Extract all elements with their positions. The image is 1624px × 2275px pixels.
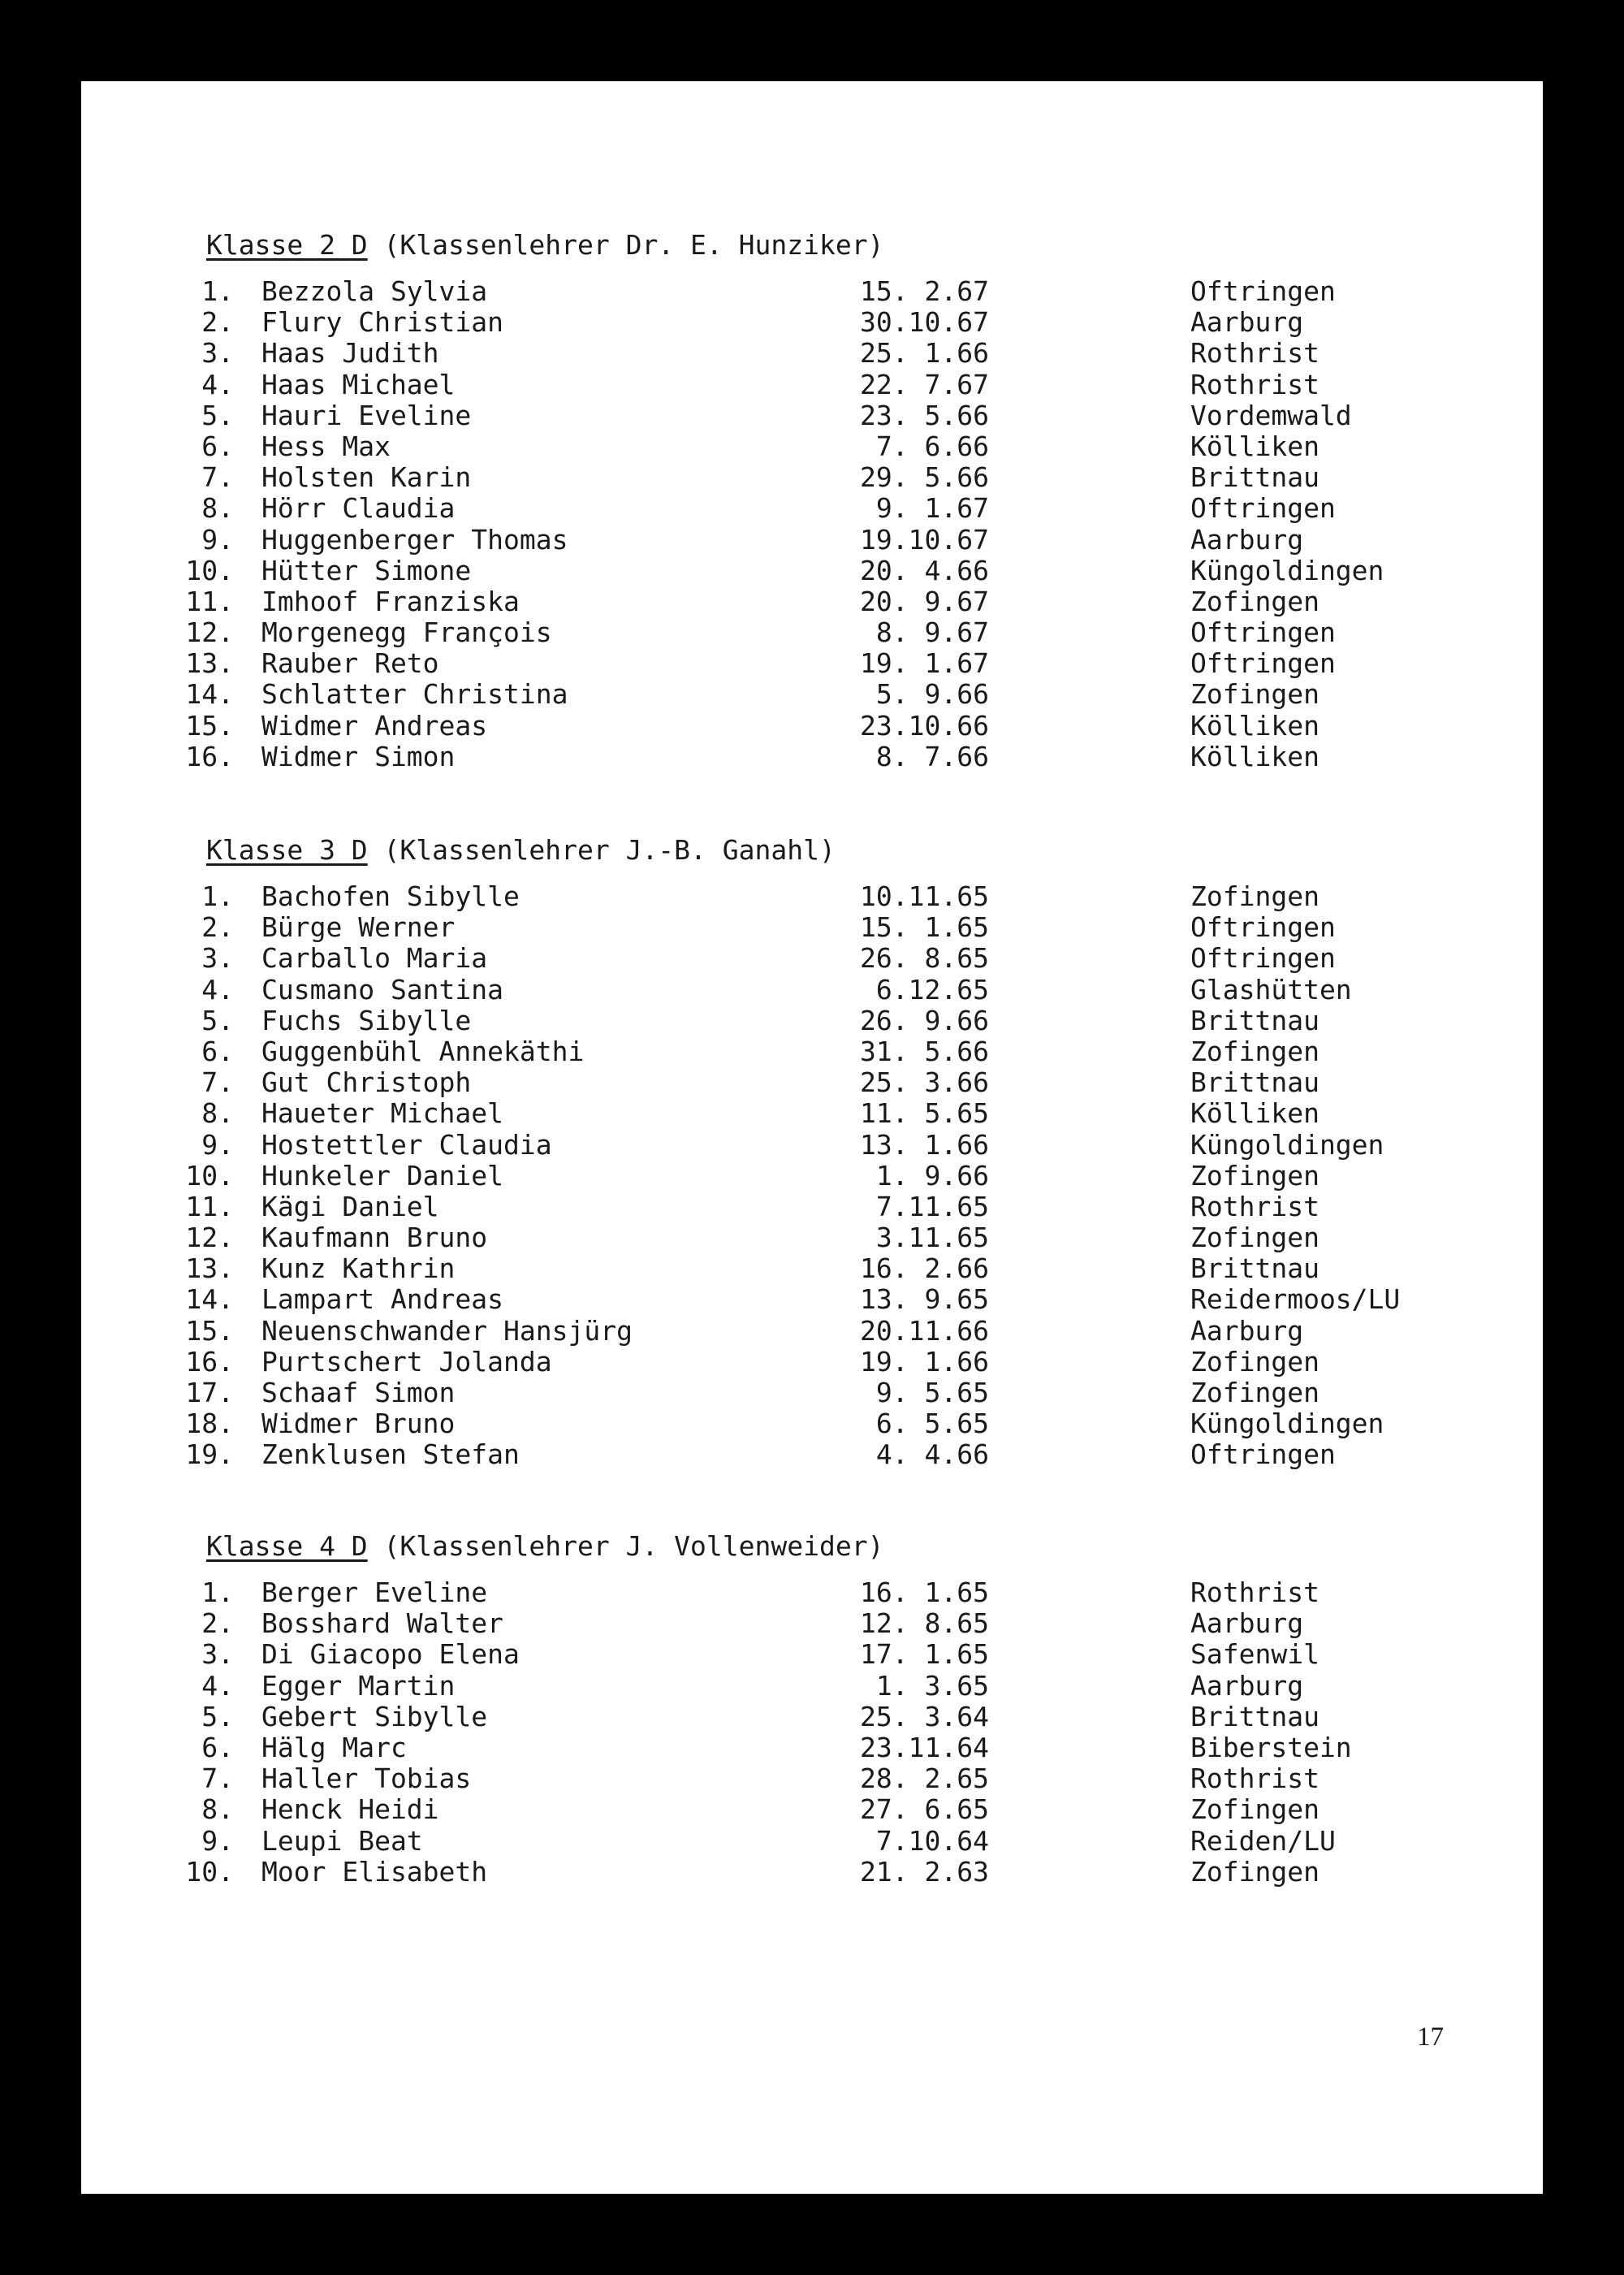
student-row <box>81 370 1543 400</box>
student-row <box>81 307 1543 338</box>
student-name: Bürge Werner <box>261 911 456 944</box>
row-number: 19. <box>185 1438 234 1471</box>
row-number: 10. <box>185 1855 234 1888</box>
student-name: Schlatter Christina <box>261 678 568 711</box>
birth-date: 6. 5.65 <box>875 1408 989 1440</box>
student-name: Bosshard Walter <box>261 1607 504 1640</box>
student-name: Haller Tobias <box>261 1762 472 1795</box>
birth-date: 31. 5.66 <box>860 1035 989 1067</box>
student-name: Kunz Kathrin <box>261 1252 456 1285</box>
home-town: Brittnau <box>1190 461 1320 494</box>
home-town: Oftringen <box>1190 911 1336 944</box>
home-town: Zofingen <box>1190 678 1320 711</box>
student-name: Lampart Andreas <box>261 1283 504 1316</box>
row-number: 14. <box>185 1283 234 1316</box>
home-town: Rothrist <box>1190 1762 1320 1795</box>
home-town: Biberstein <box>1190 1731 1352 1763</box>
class-heading <box>206 834 836 867</box>
birth-date: 19.10.67 <box>860 523 989 556</box>
birth-date: 26. 8.65 <box>860 942 989 975</box>
row-number: 2. <box>201 1607 234 1640</box>
page-number: 17 <box>1417 2022 1444 2052</box>
student-list <box>81 881 1543 1471</box>
home-town: Brittnau <box>1190 1004 1320 1036</box>
student-name: Hörr Claudia <box>261 492 456 525</box>
student-row <box>81 1161 1543 1192</box>
row-number: 6. <box>201 1035 234 1067</box>
student-row <box>81 975 1543 1006</box>
birth-date: 20. 9.67 <box>860 585 989 617</box>
birth-date: 7.10.64 <box>875 1824 989 1857</box>
student-name: Widmer Andreas <box>261 709 488 742</box>
student-row <box>81 1284 1543 1315</box>
student-row <box>81 1253 1543 1284</box>
birth-date: 7. 6.66 <box>875 430 989 462</box>
row-number: 9. <box>201 1128 234 1161</box>
home-town: Brittnau <box>1190 1252 1320 1285</box>
student-row <box>81 1098 1543 1129</box>
class-teacher: (Klassenlehrer J.-B. Ganahl) <box>367 834 836 866</box>
birth-date: 20.11.66 <box>860 1314 989 1347</box>
student-name: Hunkeler Daniel <box>261 1159 504 1192</box>
student-row <box>81 1036 1543 1067</box>
row-number: 18. <box>185 1408 234 1440</box>
student-name: Huggenberger Thomas <box>261 523 568 556</box>
student-row <box>81 1794 1543 1825</box>
student-row <box>81 943 1543 974</box>
birth-date: 27. 6.65 <box>860 1793 989 1826</box>
student-name: Guggenbühl Annekäthi <box>261 1035 585 1067</box>
row-number: 16. <box>185 1345 234 1378</box>
student-name: Bachofen Sibylle <box>261 880 520 912</box>
row-number: 15. <box>185 709 234 742</box>
class-name: Klasse 4 D <box>206 1530 368 1562</box>
row-number: 7. <box>201 461 234 494</box>
home-town: Zofingen <box>1190 880 1320 912</box>
row-number: 3. <box>201 337 234 370</box>
row-number: 6. <box>201 1731 234 1763</box>
student-row <box>81 912 1543 943</box>
student-name: Zenklusen Stefan <box>261 1438 520 1471</box>
row-number: 13. <box>185 647 234 680</box>
student-name: Moor Elisabeth <box>261 1855 488 1888</box>
birth-date: 19. 1.67 <box>860 647 989 680</box>
row-number: 8. <box>201 1097 234 1130</box>
student-name: Haas Judith <box>261 337 439 370</box>
student-name: Henck Heidi <box>261 1793 439 1826</box>
row-number: 5. <box>201 399 234 431</box>
birth-date: 8. 7.66 <box>875 740 989 772</box>
birth-date: 19. 1.66 <box>860 1345 989 1378</box>
class-teacher: (Klassenlehrer J. Vollenweider) <box>367 1530 884 1562</box>
student-row <box>81 1378 1543 1408</box>
student-row <box>81 525 1543 556</box>
birth-date: 3.11.65 <box>875 1222 989 1254</box>
birth-date: 5. 9.66 <box>875 678 989 711</box>
student-name: Morgenegg François <box>261 616 552 649</box>
row-number: 4. <box>201 368 234 400</box>
home-town: Rothrist <box>1190 337 1320 370</box>
row-number: 10. <box>185 1159 234 1192</box>
birth-date: 23.10.66 <box>860 709 989 742</box>
home-town: Zofingen <box>1190 1793 1320 1826</box>
home-town: Zofingen <box>1190 1377 1320 1408</box>
student-name: Gebert Sibylle <box>261 1700 488 1732</box>
birth-date: 21. 2.63 <box>860 1855 989 1888</box>
birth-date: 10.11.65 <box>860 880 989 912</box>
student-name: Di Giacopo Elena <box>261 1638 520 1671</box>
student-row <box>81 1408 1543 1439</box>
birth-date: 17. 1.65 <box>860 1638 989 1671</box>
home-town: Aarburg <box>1190 1669 1304 1702</box>
student-row <box>81 1671 1543 1702</box>
row-number: 12. <box>185 616 234 649</box>
student-row <box>81 1826 1543 1857</box>
document-page <box>81 81 1543 2194</box>
birth-date: 1. 3.65 <box>875 1669 989 1702</box>
row-number: 8. <box>201 1793 234 1826</box>
birth-date: 13. 9.65 <box>860 1283 989 1316</box>
birth-date: 15. 1.65 <box>860 911 989 944</box>
home-town: Küngoldingen <box>1190 554 1384 586</box>
student-row <box>81 556 1543 586</box>
birth-date: 20. 4.66 <box>860 554 989 586</box>
student-row <box>81 1639 1543 1670</box>
student-row <box>81 1316 1543 1347</box>
birth-date: 9. 1.67 <box>875 492 989 525</box>
student-name: Haueter Michael <box>261 1097 504 1130</box>
student-name: Purtschert Jolanda <box>261 1345 552 1378</box>
home-town: Küngoldingen <box>1190 1128 1384 1161</box>
row-number: 9. <box>201 1824 234 1857</box>
student-name: Egger Martin <box>261 1669 456 1702</box>
student-row <box>81 586 1543 617</box>
home-town: Zofingen <box>1190 1222 1320 1254</box>
birth-date: 16. 2.66 <box>860 1252 989 1285</box>
student-row <box>81 400 1543 431</box>
student-row <box>81 742 1543 772</box>
student-name: Carballo Maria <box>261 942 488 975</box>
student-row <box>81 431 1543 462</box>
row-number: 11. <box>185 585 234 617</box>
row-number: 1. <box>201 880 234 912</box>
student-name: Widmer Bruno <box>261 1408 456 1440</box>
home-town: Zofingen <box>1190 1855 1320 1888</box>
row-number: 6. <box>201 430 234 462</box>
student-name: Hess Max <box>261 430 391 462</box>
home-town: Oftringen <box>1190 275 1336 307</box>
student-name: Hälg Marc <box>261 1731 407 1763</box>
row-number: 7. <box>201 1066 234 1099</box>
student-name: Schaaf Simon <box>261 1377 456 1408</box>
row-number: 3. <box>201 942 234 975</box>
student-name: Flury Christian <box>261 306 504 339</box>
home-town: Oftringen <box>1190 647 1336 680</box>
row-number: 2. <box>201 306 234 339</box>
home-town: Rothrist <box>1190 1576 1320 1608</box>
student-row <box>81 493 1543 524</box>
student-row <box>81 462 1543 493</box>
student-name: Berger Eveline <box>261 1576 488 1608</box>
student-name: Haas Michael <box>261 368 456 400</box>
student-row <box>81 1857 1543 1888</box>
row-number: 5. <box>201 1700 234 1732</box>
student-row <box>81 1222 1543 1253</box>
row-number: 15. <box>185 1314 234 1347</box>
home-town: Vordemwald <box>1190 399 1352 431</box>
student-row <box>81 1608 1543 1639</box>
student-name: Kaufmann Bruno <box>261 1222 488 1254</box>
student-name: Neuenschwander Hansjürg <box>261 1314 633 1347</box>
home-town: Kölliken <box>1190 740 1320 772</box>
home-town: Glashütten <box>1190 973 1352 1006</box>
student-row <box>81 1439 1543 1470</box>
class-heading <box>206 1530 883 1563</box>
student-name: Leupi Beat <box>261 1824 423 1857</box>
row-number: 7. <box>201 1762 234 1795</box>
home-town: Aarburg <box>1190 523 1304 556</box>
student-row <box>81 1130 1543 1161</box>
home-town: Kölliken <box>1190 709 1320 742</box>
student-name: Bezzola Sylvia <box>261 275 488 307</box>
home-town: Kölliken <box>1190 430 1320 462</box>
row-number: 5. <box>201 1004 234 1036</box>
row-number: 16. <box>185 740 234 772</box>
home-town: Reiden/LU <box>1190 1824 1336 1857</box>
home-town: Kölliken <box>1190 1097 1320 1130</box>
row-number: 4. <box>201 973 234 1006</box>
birth-date: 29. 5.66 <box>860 461 989 494</box>
birth-date: 6.12.65 <box>875 973 989 1006</box>
student-name: Widmer Simon <box>261 740 456 772</box>
row-number: 2. <box>201 911 234 944</box>
class-heading <box>206 229 883 262</box>
row-number: 14. <box>185 678 234 711</box>
birth-date: 15. 2.67 <box>860 275 989 307</box>
birth-date: 4. 4.66 <box>875 1438 989 1471</box>
student-row <box>81 1192 1543 1222</box>
student-row <box>81 1006 1543 1036</box>
student-row <box>81 1577 1543 1608</box>
row-number: 1. <box>201 275 234 307</box>
student-row <box>81 648 1543 679</box>
birth-date: 26. 9.66 <box>860 1004 989 1036</box>
birth-date: 13. 1.66 <box>860 1128 989 1161</box>
birth-date: 25. 3.64 <box>860 1700 989 1732</box>
birth-date: 25. 1.66 <box>860 337 989 370</box>
row-number: 11. <box>185 1190 234 1222</box>
student-name: Kägi Daniel <box>261 1190 439 1222</box>
home-town: Rothrist <box>1190 1190 1320 1222</box>
student-row <box>81 617 1543 648</box>
row-number: 1. <box>201 1576 234 1608</box>
birth-date: 28. 2.65 <box>860 1762 989 1795</box>
class-name: Klasse 2 D <box>206 229 368 261</box>
home-town: Brittnau <box>1190 1066 1320 1099</box>
student-name: Fuchs Sibylle <box>261 1004 472 1036</box>
student-name: Hauri Eveline <box>261 399 472 431</box>
row-number: 3. <box>201 1638 234 1671</box>
home-town: Küngoldingen <box>1190 1408 1384 1440</box>
student-name: Holsten Karin <box>261 461 472 494</box>
class-teacher: (Klassenlehrer Dr. E. Hunziker) <box>367 229 884 261</box>
class-name: Klasse 3 D <box>206 834 368 866</box>
student-row <box>81 679 1543 710</box>
birth-date: 22. 7.67 <box>860 368 989 400</box>
row-number: 10. <box>185 554 234 586</box>
birth-date: 11. 5.65 <box>860 1097 989 1130</box>
row-number: 9. <box>201 523 234 556</box>
birth-date: 1. 9.66 <box>875 1159 989 1192</box>
student-list <box>81 276 1543 772</box>
home-town: Zofingen <box>1190 585 1320 617</box>
birth-date: 7.11.65 <box>875 1190 989 1222</box>
birth-date: 8. 9.67 <box>875 616 989 649</box>
birth-date: 9. 5.65 <box>875 1377 989 1408</box>
student-row <box>81 1067 1543 1098</box>
student-row <box>81 1763 1543 1794</box>
home-town: Aarburg <box>1190 1607 1304 1640</box>
row-number: 13. <box>185 1252 234 1285</box>
birth-date: 25. 3.66 <box>860 1066 989 1099</box>
student-name: Gut Christoph <box>261 1066 472 1099</box>
student-row <box>81 1702 1543 1732</box>
home-town: Safenwil <box>1190 1638 1320 1671</box>
home-town: Oftringen <box>1190 942 1336 975</box>
student-row <box>81 1732 1543 1763</box>
birth-date: 30.10.67 <box>860 306 989 339</box>
home-town: Zofingen <box>1190 1345 1320 1378</box>
birth-date: 12. 8.65 <box>860 1607 989 1640</box>
row-number: 17. <box>185 1377 234 1408</box>
student-name: Cusmano Santina <box>261 973 504 1006</box>
birth-date: 23. 5.66 <box>860 399 989 431</box>
student-row <box>81 276 1543 307</box>
home-town: Brittnau <box>1190 1700 1320 1732</box>
student-list <box>81 1577 1543 1888</box>
row-number: 4. <box>201 1669 234 1702</box>
home-town: Oftringen <box>1190 1438 1336 1471</box>
student-name: Hostettler Claudia <box>261 1128 552 1161</box>
home-town: Aarburg <box>1190 306 1304 339</box>
home-town: Oftringen <box>1190 616 1336 649</box>
student-name: Rauber Reto <box>261 647 439 680</box>
home-town: Zofingen <box>1190 1035 1320 1067</box>
student-row <box>81 338 1543 369</box>
row-number: 8. <box>201 492 234 525</box>
student-row <box>81 881 1543 912</box>
home-town: Zofingen <box>1190 1159 1320 1192</box>
birth-date: 23.11.64 <box>860 1731 989 1763</box>
student-name: Hütter Simone <box>261 554 472 586</box>
home-town: Rothrist <box>1190 368 1320 400</box>
home-town: Reidermoos/LU <box>1190 1283 1401 1316</box>
home-town: Oftringen <box>1190 492 1336 525</box>
student-name: Imhoof Franziska <box>261 585 520 617</box>
student-row <box>81 1347 1543 1378</box>
row-number: 12. <box>185 1222 234 1254</box>
birth-date: 16. 1.65 <box>860 1576 989 1608</box>
home-town: Aarburg <box>1190 1314 1304 1347</box>
student-row <box>81 711 1543 742</box>
